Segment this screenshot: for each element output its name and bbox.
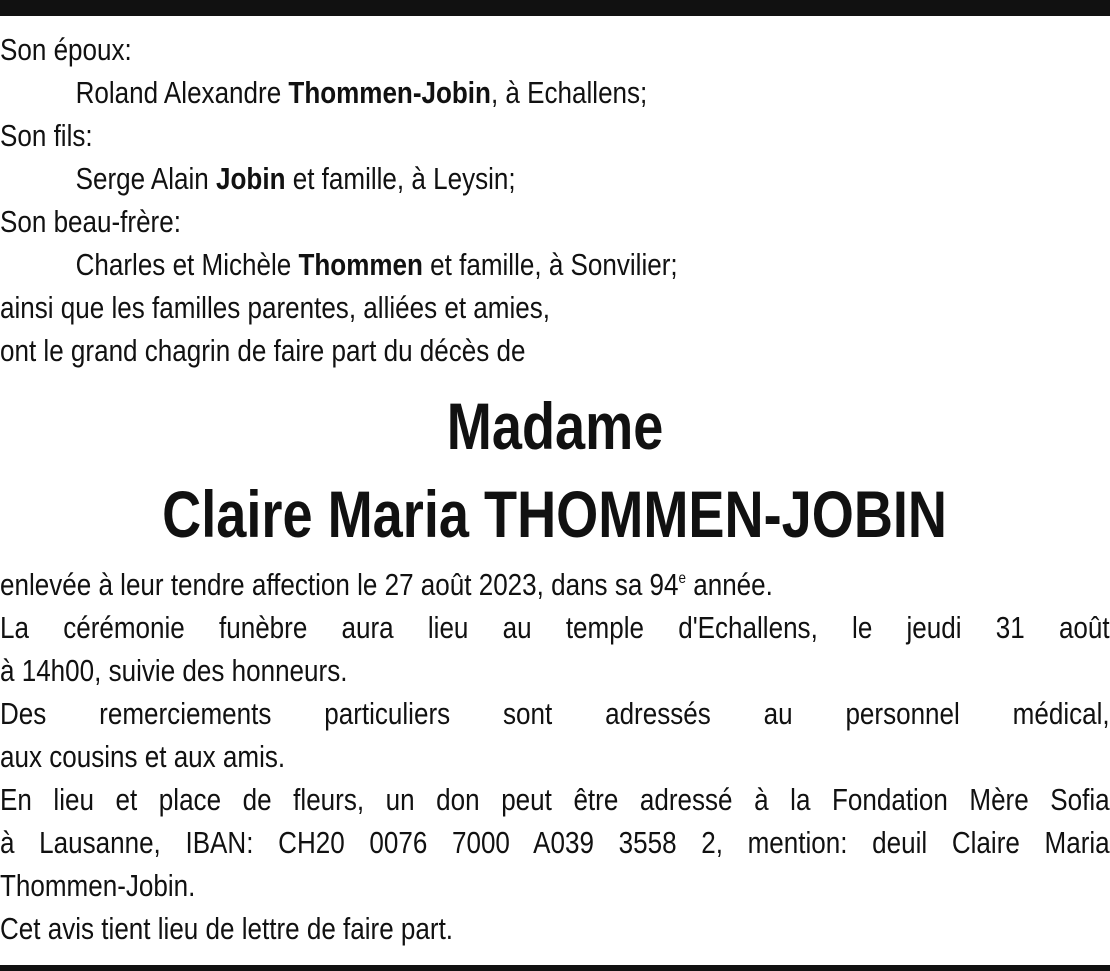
passing-line [0, 563, 1110, 606]
family-section [0, 28, 1110, 372]
passing-text: enlevée à leur tendre affection le 27 août 2023, dans sa 94 [0, 567, 679, 602]
ordinal-suffix: e [678, 570, 687, 587]
donation-line-1: En lieu et place de fleurs, un don peut être adressé à la Fondation Mère Sofia [0, 782, 1110, 817]
ceremony-line-1: La cérémonie funèbre aura lieu au temple d'Echallens, le jeudi 31 août [0, 610, 1110, 645]
ceremony-line-2: à 14h00, suivie des honneurs. [0, 653, 348, 688]
top-border-rule [0, 0, 1110, 16]
brother-in-law-place: et famille, à Sonvilier; [422, 247, 678, 282]
son-entry [0, 157, 1110, 200]
announcement-line: ont le grand chagrin de faire part du décès de [0, 333, 526, 368]
brother-in-law-entry [0, 243, 1110, 286]
honorific: Madame [446, 389, 664, 463]
closing-line: Cet avis tient lieu de lettre de faire part. [0, 911, 454, 946]
brother-in-law-first-names: Charles et Michèle [75, 247, 292, 282]
spouse-surname: Thommen-Jobin [288, 75, 491, 110]
deceased-name-block [0, 382, 1110, 558]
spouse-heading: Son époux: [0, 32, 132, 67]
passing-text-end: année. [686, 567, 773, 602]
donation-line-2: à Lausanne, IBAN: CH20 0076 7000 A039 3558 2, mention: deuil Claire Maria [0, 825, 1110, 860]
thanks-line-2: aux cousins et aux amis. [0, 739, 286, 774]
donation-line-3: Thommen-Jobin. [0, 868, 196, 903]
deceased-full-name: Claire Maria THOMMEN-JOBIN [162, 477, 948, 551]
other-families-line: ainsi que les familles parentes, alliées et amies, [0, 290, 551, 325]
son-heading: Son fils: [0, 118, 93, 153]
son-surname: Jobin [216, 161, 286, 196]
bottom-border-rule [0, 965, 1110, 971]
son-first-names: Serge Alain [75, 161, 209, 196]
spouse-first-names: Roland Alexandre [75, 75, 282, 110]
full-name-line [0, 470, 1110, 558]
brother-in-law-surname: Thommen [298, 247, 423, 282]
son-place: et famille, à Leysin; [285, 161, 516, 196]
honorific-line [0, 382, 1110, 470]
brother-in-law-heading: Son beau-frère: [0, 204, 181, 239]
details-section [0, 563, 1110, 950]
spouse-place: , à Echallens; [490, 75, 648, 110]
spouse-entry [0, 71, 1110, 114]
thanks-line-1: Des remerciements particuliers sont adressés au personnel médical, [0, 696, 1110, 731]
